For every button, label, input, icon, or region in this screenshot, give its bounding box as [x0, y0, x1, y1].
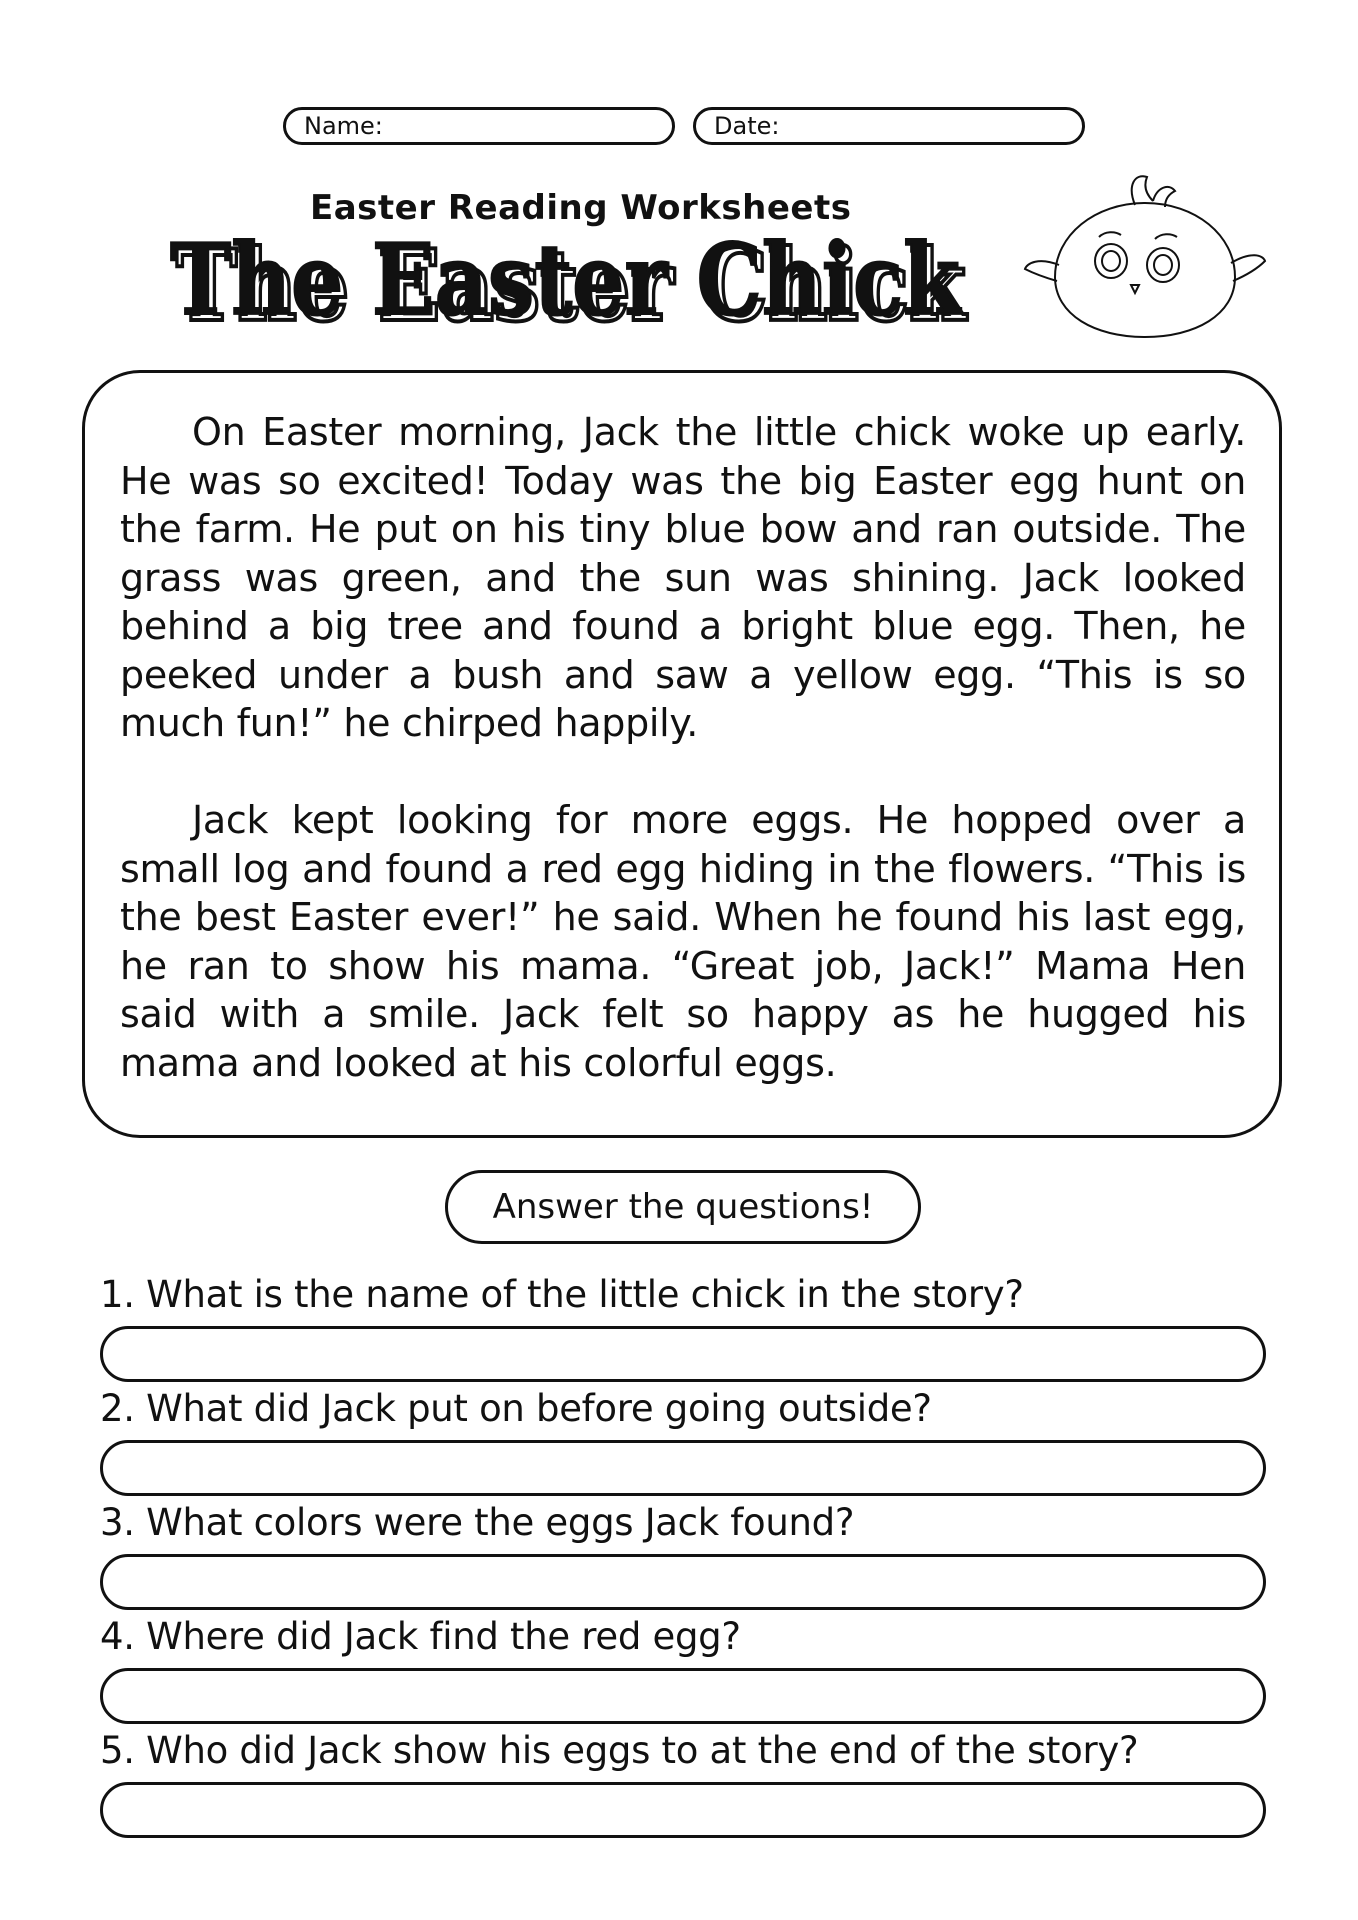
question-4: 4. Where did Jack find the red egg?	[100, 1615, 741, 1658]
answer-field-4[interactable]	[100, 1668, 1266, 1724]
title-text: The Easter Chick	[170, 228, 962, 338]
story-paragraph: On Easter morning, Jack the little chick woke up early. He was so excited! Today was the big Easter egg hunt on the farm. He put on his tiny blue bow and ran outside. The grass was green, and the sun was shining. Jack looked behind a big tree and found a bright blue egg. Then, he peeked under a bush and saw a yellow egg. “This is so much fun!” he chirped happily.	[120, 410, 1246, 745]
story-paragraph: Jack kept looking for more eggs. He hopped over a small log and found a red egg hiding in the flowers. “This is the best Easter ever!” he said. When he found his last egg, he ran to show his mama. “Great job, Jack!” Mama Hen said with a smile. Jack felt so happy as he hugged his mama and looked at his colorful eggs.	[120, 798, 1246, 1085]
worksheet-title	[168, 228, 976, 338]
answer-field-2[interactable]	[100, 1440, 1266, 1496]
worksheet-subtitle: Easter Reading Worksheets	[310, 188, 852, 228]
date-label: Date:	[714, 112, 780, 140]
chick-icon	[1015, 165, 1275, 345]
story-text	[120, 408, 1246, 1087]
question-3: 3. What colors were the eggs Jack found?	[100, 1501, 855, 1544]
date-field[interactable]	[693, 107, 1085, 145]
name-label: Name:	[304, 112, 383, 140]
question-5: 5. Who did Jack show his eggs to at the end of the story?	[100, 1729, 1139, 1772]
question-1: 1. What is the name of the little chick in the story?	[100, 1273, 1024, 1316]
answer-field-5[interactable]	[100, 1782, 1266, 1838]
title-shadow: The Easter Chick	[176, 229, 968, 338]
answer-field-1[interactable]	[100, 1326, 1266, 1382]
name-field[interactable]	[283, 107, 675, 145]
answer-field-3[interactable]	[100, 1554, 1266, 1610]
questions-heading: Answer the questions!	[445, 1170, 921, 1244]
question-2: 2. What did Jack put on before going outside?	[100, 1387, 932, 1430]
